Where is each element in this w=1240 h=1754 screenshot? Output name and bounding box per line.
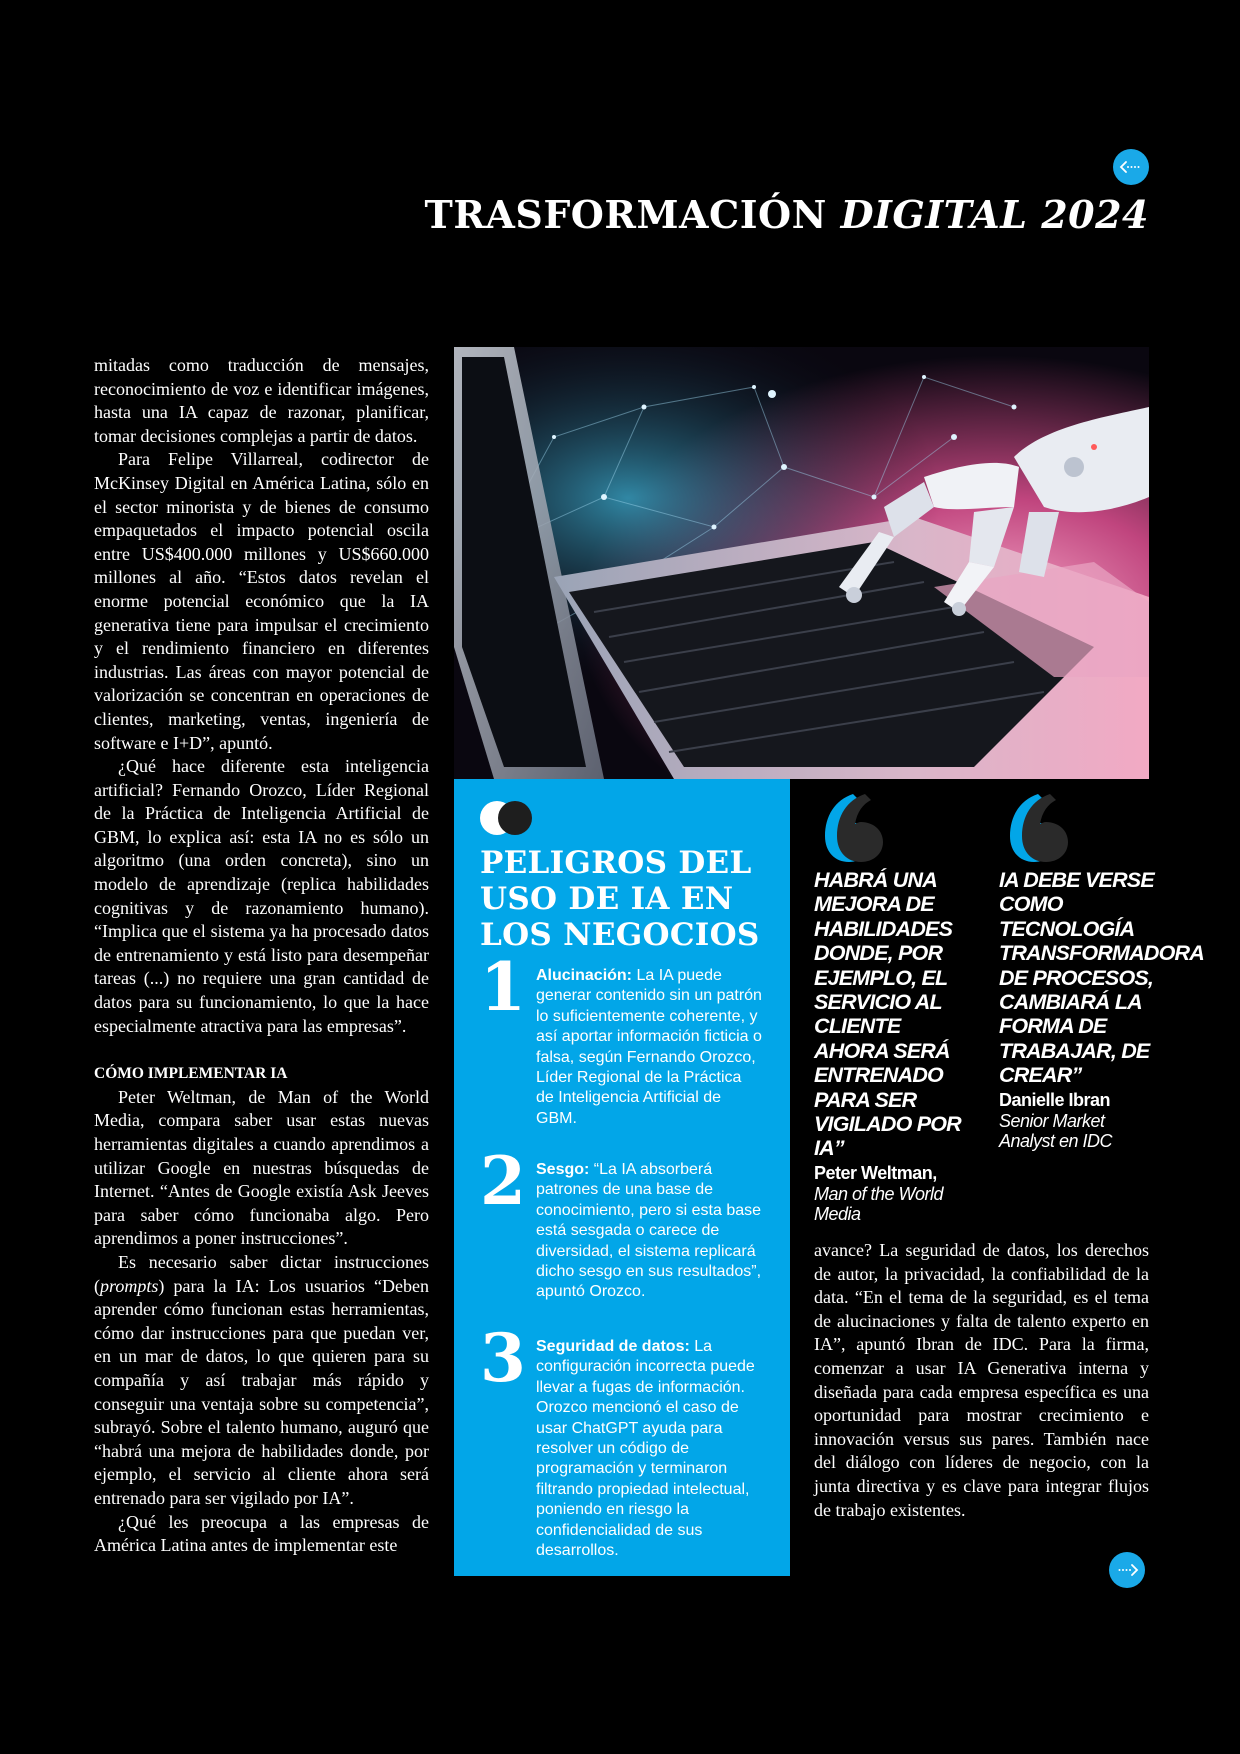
risk-item-data-security <box>480 1319 770 1561</box>
risk-description: La IA puede generar contenido sin un patrón lo suficientemente coherente, y así aportar información ficticia o falsa, según Fernando Orozco, Líder Regional de la Práctica de Inteligencia Artificial de GBM. <box>536 967 762 1127</box>
prompts-text-after: ) para la IA: Los usuarios “Deben aprender cómo funcionan estas herramientas, cómo dar instrucciones para que puedan ver, en un mar de datos, lo que quieren para su compañía y así trabajar más rápido y conseguir una ventaja sobre su competencia”, subrayó. Sobre el talento humano, auguró que “habrá una mejora de habilidades donde, por ejemplo, el servicio al cliente ahora será entrenado para ser vigilado por IA”. <box>94 1275 429 1508</box>
risk-text <box>536 1160 762 1303</box>
section-title-italic: DIGITAL 2024 <box>840 192 1149 237</box>
quote-mark-icon <box>998 790 1078 866</box>
risk-label: Sesgo: <box>536 1161 590 1178</box>
article-paragraph: mitadas como traducción de mensajes, reconocimiento de voz e identificar imágenes, hasta una IA capaz de razonar, planificar, tomar decisiones complejas a partir de datos. <box>94 355 429 446</box>
quote-text: IA DEBE VERSE COMO TECNOLOGÍA TRANSFORMADORA DE PROCESOS, CAMBIARÁ LA FORMA DE TRABAJAR, DE CREAR” <box>999 868 1204 1088</box>
sidebar-logo-icon <box>479 800 535 836</box>
risk-number: 2 <box>480 1142 526 1220</box>
quote-author: Peter Weltman, <box>814 1162 937 1183</box>
article-paragraph: Peter Weltman, de Man of the World Media, compara saber usar estas nuevas herramientas digitales a cuando aprendimos a utilizar Google en nuestras búsquedas de Internet. “Antes de Google existía Ask Jeeves para saber cómo funcionaba algo. Pero aprendimos a poner instrucciones”. <box>94 1086 429 1249</box>
previous-page-button[interactable] <box>1113 149 1149 185</box>
arrow-left-dotted-icon <box>1119 161 1143 173</box>
risk-number: 3 <box>480 1319 526 1397</box>
pull-quote-weltman <box>814 790 974 1225</box>
quote-mark-icon <box>813 790 893 866</box>
article-paragraph: ¿Qué les preocupa a las empresas de América Latina antes de implementar este <box>94 1511 429 1556</box>
article-paragraph: avance? La seguridad de datos, los derechos de autor, la privacidad, la confiabilidad de la data. “En el tema de la seguridad, es el tema de alucinaciones y falta de talento experto en IA”, apuntó Ibran de IDC. Para la firma, comenzar a usar IA Generativa interna y diseñada para cada empresa específica es una oportunidad para mostrar crecimiento e innovación versus sus pares. También nace del diálogo con líderes de negocio, con la junta directiva y es clave para integrar flujos de trabajo existentes. <box>814 1240 1149 1520</box>
risk-label: Alucinación: <box>536 967 633 984</box>
risk-text <box>536 1337 762 1561</box>
risk-label: Seguridad de datos: <box>536 1338 690 1355</box>
section-title <box>425 190 1149 240</box>
risk-number: 1 <box>480 948 526 1026</box>
quote-role: Senior Market Analyst en IDC <box>999 1110 1113 1152</box>
risk-item-hallucination <box>480 948 770 1129</box>
article-paragraph: ¿Qué hace diferente esta inteligencia artificial? Fernando Orozco, Líder Regional de la Práctica de Inteligencia Artificial de GBM, lo explica así: esta IA no es sólo un algoritmo (una orden concreta), sino un modelo de aprendizaje (replica habilidades cognitivas y de razonamiento humano). “Implica que el sistema ya ha procesado datos de entrenamiento y está listo para desempeñar tareas (...) no requiere una gran cantidad de datos para su funcionamiento, lo que la hace especialmente atractiva para las empresas”. <box>94 756 429 1036</box>
prompts-italic-word: prompts <box>100 1275 159 1296</box>
right-article-column <box>814 1239 1149 1522</box>
risk-description: La configuración incorrecta puede llevar a fugas de información. Orozco mencionó el caso de usar ChatGPT ayuda para resolver un código de programación y terminaron filtrando propiedad intelectual, poniendo en riesgo la confidencialidad de sus desarrollos. <box>536 1338 755 1560</box>
quote-text: HABRÁ UNA MEJORA DE HABILIDADES DONDE, POR EJEMPLO, EL SERVICIO AL CLIENTE AHORA SERÁ ENTRENADO PARA SER VIGILADO POR IA” <box>814 868 961 1161</box>
risk-description: “La IA absorberá patrones de una base de conocimiento, pero si esta base está sesgada o carece de diversidad, el sistema replicará dicho sesgo en sus resultados”, apuntó Orozco. <box>536 1161 762 1301</box>
sidebar-title: PELIGROS DEL USO DE IA EN LOS NEGOCIOS <box>480 845 760 953</box>
arrow-right-dotted-icon <box>1115 1564 1139 1576</box>
quote-author: Danielle Ibran <box>999 1089 1111 1110</box>
prompts-text-before: Es necesario saber dictar instrucciones ( <box>94 1251 429 1296</box>
article-paragraph: Para Felipe Villarreal, codirector de McKinsey Digital en América Latina, sólo en el sector minorista y de bienes de consumo empaquetados el impacto potencial oscila entre US$400.000 millones y US$660.000 millones al año. “Estos datos revelan el enorme potencial económico que la IA generativa tiene para impulsar el crecimiento y el rendimiento financiero en diferentes industrias. Las áreas con mayor potencial de valorización se concentran en operaciones de clientes, marketing, ventas, ingeniería de software e I+D”, apuntó. <box>94 449 429 753</box>
section-title-main: TRASFORMACIÓN <box>424 192 827 237</box>
article-subheading: CÓMO IMPLEMENTAR IA <box>94 1065 288 1083</box>
hero-image-robot-laptop <box>454 347 1149 779</box>
pull-quote-ibran <box>999 790 1204 1152</box>
risk-item-bias <box>480 1142 770 1303</box>
article-paragraph-prompts <box>94 1251 429 1511</box>
quote-role: Man of the World Media <box>814 1183 944 1225</box>
risk-text <box>536 966 762 1129</box>
left-article-column <box>94 354 429 1558</box>
next-page-button[interactable] <box>1109 1552 1145 1588</box>
